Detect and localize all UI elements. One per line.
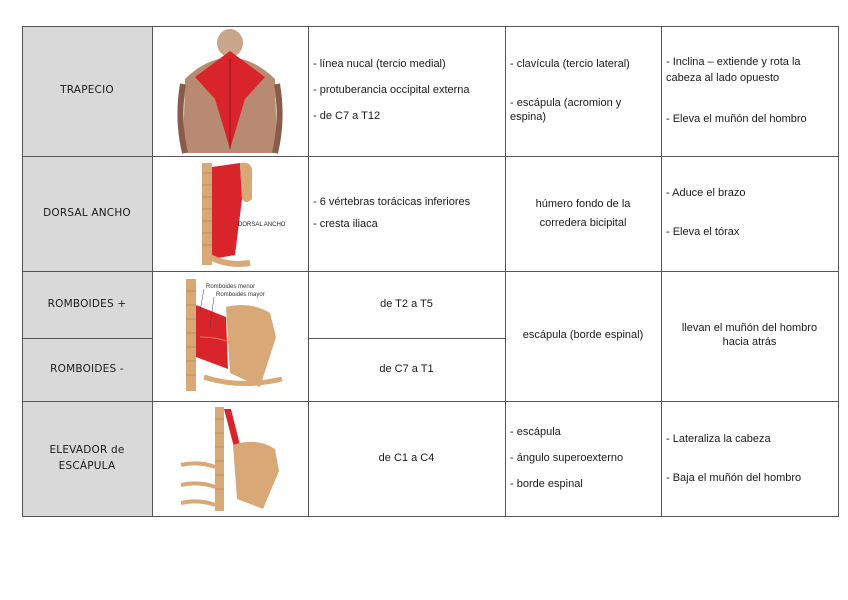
- row-divider: [22, 338, 152, 339]
- muscle-name-trapecio: TRAPECIO: [22, 26, 152, 156]
- origin-dorsal-ancho: [308, 156, 505, 271]
- rhomboid-minor-label: Romboides menor: [206, 284, 256, 290]
- action-item: - Aduce el brazo: [666, 187, 746, 199]
- latissimus-figure-label: DORSAL ANCHO: [238, 221, 286, 228]
- muscle-name-romboides-plus: ROMBOIDES +: [22, 271, 152, 338]
- origin-romboides-plus: de T2 a T5: [380, 297, 433, 310]
- origin-item: - línea nucal (tercio medial): [313, 58, 446, 70]
- column-divider: [505, 26, 506, 516]
- insertion-item: - escápula: [510, 426, 561, 438]
- row-divider: [22, 156, 838, 157]
- muscle-name-romboides-minus: ROMBOIDES -: [22, 338, 152, 401]
- origin-item: - protuberancia occipital externa: [313, 84, 470, 96]
- origin-trapecio: [308, 26, 505, 156]
- insertion-dorsal-ancho: húmero fondo de la corredera bicipital: [535, 197, 631, 229]
- row-divider: [22, 271, 838, 272]
- origin-item: - cresta iliaca: [313, 218, 378, 230]
- origin-item: - 6 vértebras torácicas inferiores: [313, 196, 471, 208]
- muscle-name-dorsal-ancho: DORSAL ANCHO: [22, 156, 152, 271]
- action-dorsal-ancho: [661, 156, 838, 271]
- origin-elevador-escapula: de C1 a C4: [378, 451, 435, 464]
- rhomboid-major-label: Romboides mayor: [216, 292, 265, 298]
- origin-item: - de C7 a T12: [313, 110, 381, 122]
- action-elevador-escapula: [661, 401, 838, 516]
- action-item: - Inclina – extiende y rota la cabeza al lado opuesto: [666, 56, 801, 84]
- action-item: - Lateraliza la cabeza: [666, 433, 771, 445]
- table-border: [22, 516, 839, 517]
- insertion-item: - clavícula (tercio lateral): [510, 58, 630, 70]
- insertion-item: - escápula (acromion y espina): [510, 97, 622, 123]
- table-border: [22, 26, 23, 516]
- action-romboides: llevan el muñón del hombro hacia atrás: [681, 322, 818, 348]
- row-divider: [22, 401, 838, 402]
- insertion-elevador-escapula: [505, 401, 661, 516]
- row-divider: [308, 338, 505, 339]
- insertion-item: - borde espinal: [510, 478, 583, 490]
- insertion-romboides: escápula (borde espinal): [522, 329, 644, 342]
- action-item: - Eleva el tórax: [666, 226, 740, 238]
- action-trapecio: [661, 26, 838, 156]
- latissimus-figure: [152, 156, 308, 271]
- action-item: - Eleva el muñón del hombro: [666, 113, 807, 125]
- origin-romboides-minus: de C7 a T1: [379, 362, 434, 375]
- insertion-item: - ángulo superoexterno: [510, 452, 624, 464]
- table-border: [22, 26, 838, 27]
- trapezius-figure: [152, 26, 308, 156]
- levator-scapulae-figure: [152, 401, 308, 516]
- muscle-name-elevador-escapula: ELEVADOR de ESCÁPULA: [22, 401, 152, 516]
- column-divider: [152, 26, 153, 516]
- table-border: [838, 26, 839, 516]
- column-divider: [661, 26, 662, 516]
- action-item: - Baja el muñón del hombro: [666, 472, 802, 484]
- column-divider: [308, 26, 309, 516]
- insertion-trapecio: [505, 26, 661, 156]
- rhomboids-figure: [152, 271, 308, 401]
